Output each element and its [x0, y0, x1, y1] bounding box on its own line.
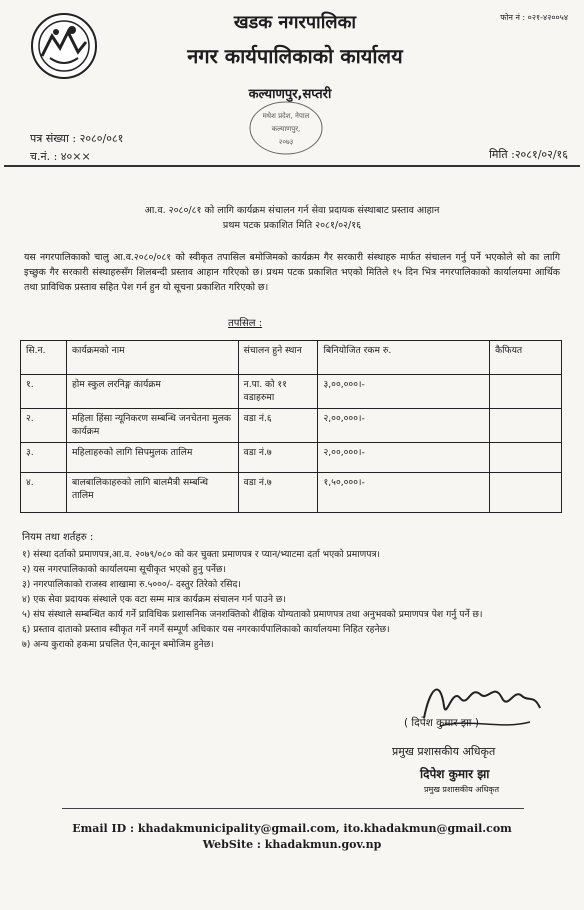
term-item: ६) प्रस्ताव दाताको प्रस्ताव स्वीकृत गर्ने नगर्ने सम्पूर्ण अधिकार यस नगरकार्यपालिकाको कार्यालयमा निहित रहनेछ। [22, 624, 390, 635]
subject-line-2: प्रथम पटक प्रकाशित मिति २०८१/०२/१६ [222, 220, 362, 231]
footer-website: WebSite : khadakmun.gov.np [202, 838, 382, 851]
program-amount: २,००,०००।- [318, 409, 490, 443]
stamp-line-2: कल्याणपुर, [271, 125, 301, 133]
signatory-designation: प्रमुख प्रशासकीय अधिकृत [392, 745, 496, 758]
stamp-line-3: २०७३ [278, 138, 294, 146]
table-header-row [21, 341, 562, 375]
program-remarks [490, 409, 562, 443]
program-location: न.पा. को ११ वडाहरुमा [238, 375, 318, 409]
letter-number: पत्र संख्या : २०८०/०८१ [30, 132, 124, 145]
program-remarks [490, 443, 562, 473]
footer-divider [62, 808, 524, 809]
subject [40, 203, 544, 233]
program-name: महिलाहरुको लागि सिपमुलक तालिम [66, 443, 238, 473]
terms-title: नियम तथा शर्तहरु : [22, 532, 94, 543]
tapasil-title: तपसिल : [228, 318, 263, 329]
notice-body: यस नगरपालिकाको चालु आ.व.२०८०/०८१ को स्वीकृत तपासिल बमोजिमको कार्यक्रम गैर सरकारी संस्थाहरु मार्फत संचालन गर्नु पर्ने भएकोले सो का लागि इच्छुक गैर सरकारी संस्थाहरुसँग शिलबन्दी प्रस्ताव आहान गरिएको छ। प्रथम पटक प्रकाशित भएको मितिले १५ दिन भित्र नगरपालिकाको कार्यालयमा आर्थिक तथा प्राविधिक प्रस्ताव सहित पेश गर्न हुन यो सूचना प्रकाशित गरिएको छ। [24, 252, 560, 293]
row-number: ४. [21, 473, 67, 513]
header-divider [4, 165, 580, 167]
term-item: ४) एक सेवा प्रदायक संस्थाले एक वटा सम्म मात्र कार्यक्रम संचालन गर्न पाउने छ। [22, 594, 286, 605]
municipality-emblem-icon [30, 12, 98, 80]
program-name: बालबालिकाहरुको लागि बालमैत्री सम्बन्धि तालिम [66, 473, 238, 513]
program-amount: १,५०,०००।- [318, 473, 490, 513]
org-name: खडक नगरपालिका [233, 12, 357, 33]
program-name: महिला हिंसा न्यूनिकरण सम्बन्धि जनचेतना मुलक कार्यक्रम [66, 409, 238, 443]
table-row [21, 375, 562, 409]
program-remarks [490, 375, 562, 409]
subject-line-1: आ.व. २०८०/८१ को लागि कार्यक्रम संचालन गर्न सेवा प्रदायक संस्थाबाट प्रस्ताव आहान [144, 205, 440, 216]
letter-date: मिति :२०८१/०२/१६ [489, 148, 568, 161]
term-item: ३) नगरपालिकाको राजस्व शाखामा रु.५०००/- दस्तुर तिरेको रसिद। [22, 579, 241, 590]
reference-block [30, 130, 123, 166]
program-amount: ३,००,०००।- [318, 375, 490, 409]
row-number: ३. [21, 443, 67, 473]
term-item: १) संस्था दर्ताको प्रमाणपत्र,आ.व. २०७९/०८० को कर चुक्ता प्रमाणपत्र र प्यान/भ्याटमा दर्ता भएको प्रमाणपत्र। [22, 549, 381, 560]
header-cell: संचालन हुने स्थान [238, 341, 318, 375]
header-cell: कार्यक्रमको नाम [66, 341, 238, 375]
term-item: ५) संघ संस्थाले सम्बन्धित कार्य गर्ने प्राविधिक प्रशासनिक जनशक्तिको शैक्षिक योग्यताको प्रमाणपत्र तथा अनुभवको प्रमाणपत्र पेश गर्नु पर्ने छ। [22, 609, 483, 620]
program-table [20, 340, 562, 513]
header-cell: बिनियोजित रकम रु. [318, 341, 490, 375]
place-name: कल्याणपुर,सप्तरी [248, 87, 332, 102]
table-row [21, 409, 562, 443]
dispatch-number: च.नं. : ४०×× [30, 150, 91, 163]
signatory-name: ( दिपेश कुमार झा ) [404, 717, 479, 729]
phone-number: फोन नं : ०२१-४२००५४ [500, 13, 568, 22]
terms-list [22, 547, 562, 652]
term-item: २) यस नगरपालिकाको कार्यालयमा सूचीकृत भएको हुनु पर्नेछ। [22, 564, 226, 575]
designation-stamp: प्रमुख प्रशासकीय अधिकृत [424, 785, 500, 794]
term-item: ७) अन्य कुराको हकमा प्रचलित ऐन,कानून बमोजिम हुनेछ। [22, 639, 214, 650]
stamp-line-1: मधेश प्रदेश, नेपाल [262, 112, 310, 120]
header-cell: कैफियत [490, 341, 562, 375]
program-remarks [490, 473, 562, 513]
program-location: वडा नं.६ [238, 409, 318, 443]
footer-email: Email ID : khadakmunicipality@gmail.com, ito.khadakmun@gmail.com [72, 822, 512, 835]
header-cell: सि.न. [21, 341, 67, 375]
row-number: १. [21, 375, 67, 409]
table-row [21, 473, 562, 513]
name-stamp: दिपेश कुमार झा [420, 767, 490, 781]
table-row [21, 443, 562, 473]
program-location: वडा नं.७ [238, 443, 318, 473]
row-number: २. [21, 409, 67, 443]
program-location: वडा नं.७ [238, 473, 318, 513]
program-amount: २,००,०००।- [318, 443, 490, 473]
program-name: होम स्कुल लरनिङ्ग कार्यक्रम [66, 375, 238, 409]
office-round-stamp [246, 98, 326, 158]
office-name: नगर कार्यपालिकाको कार्यालय [187, 44, 403, 68]
